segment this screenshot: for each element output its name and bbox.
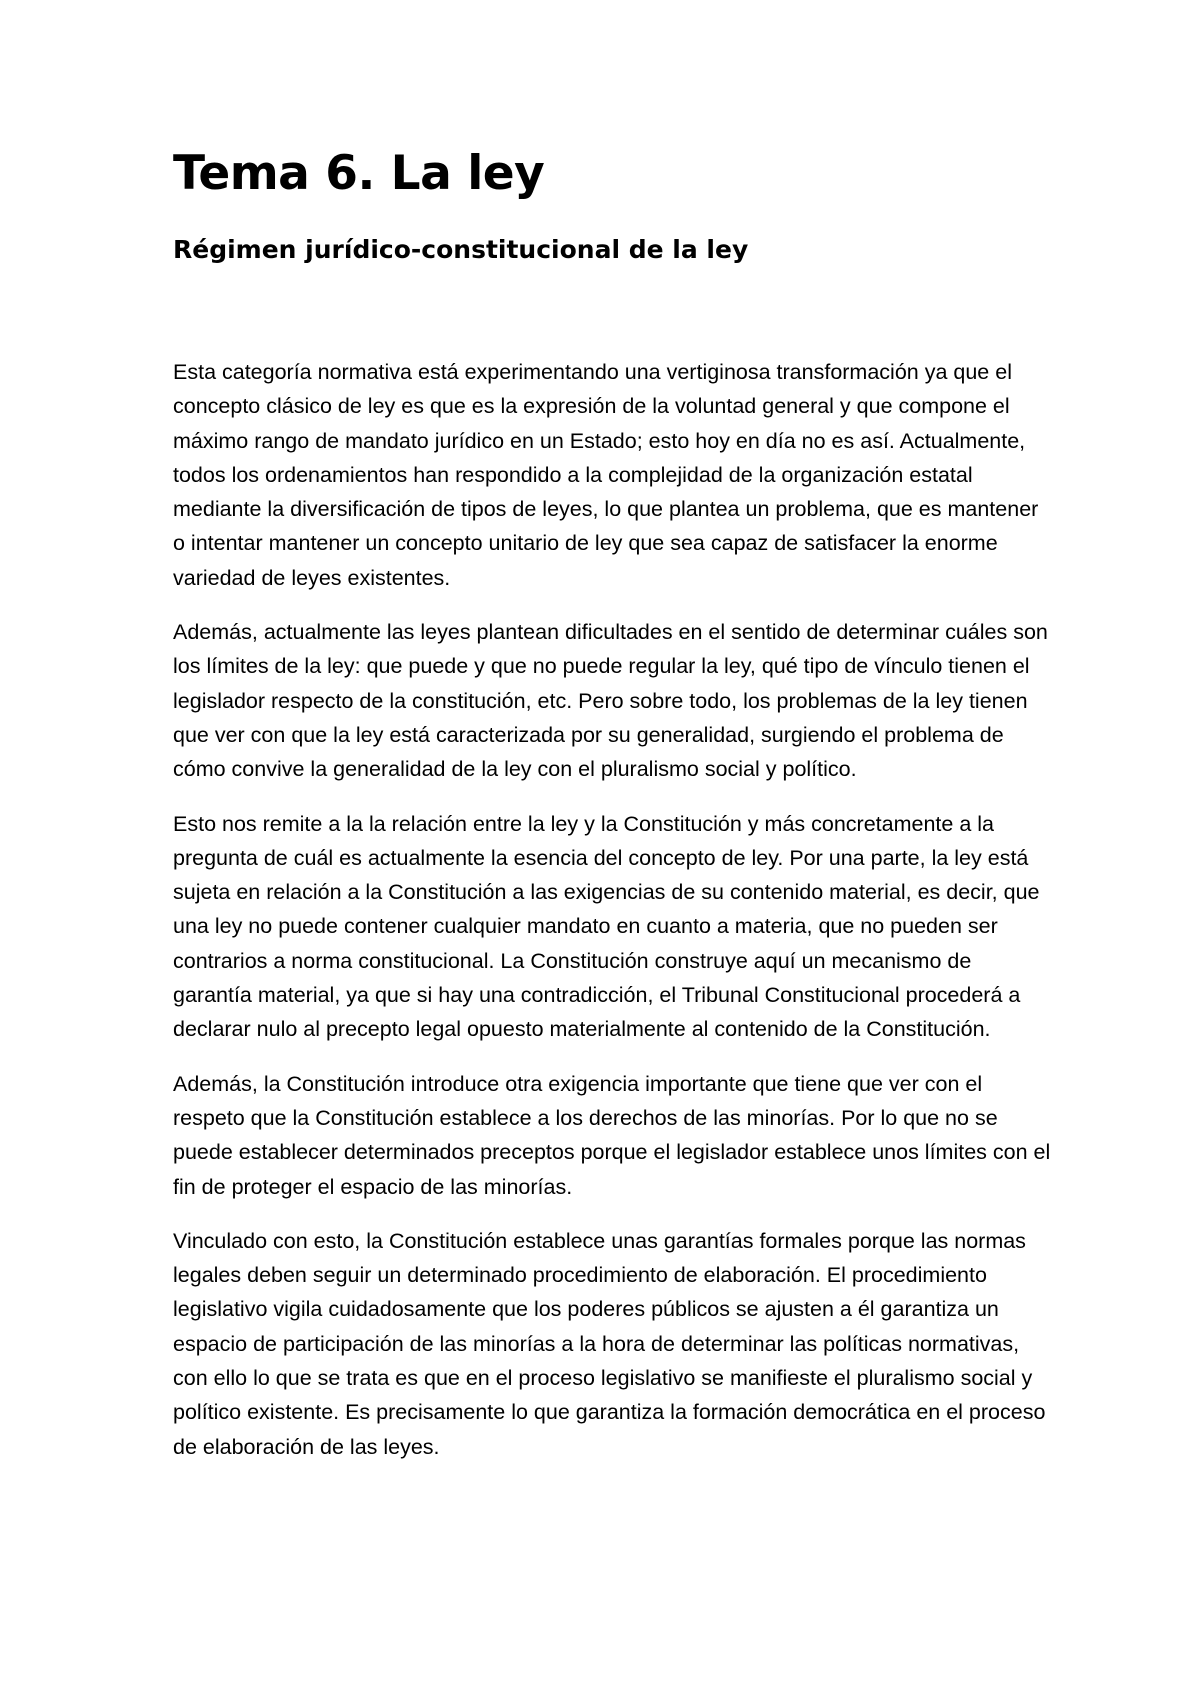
document-body xyxy=(173,355,1053,1464)
paragraph: Esto nos remite a la la relación entre la ley y la Constitución y más concretamente a la pregunta de cuál es actualmente la esencia del concepto de ley. Por una parte, la ley está sujeta en relación a la Constitución a las exigencias de su contenido material, es decir, que una ley no puede contener cualquier mandato en cuanto a materia, que no pueden ser contrarios a norma constitucional. La Constitución construye aquí un mecanismo de garantía material, ya que si hay una contradicción, el Tribunal Constitucional procederá a declarar nulo al precepto legal opuesto materialmente al contenido de la Constitución. xyxy=(173,811,1040,1042)
paragraph: Esta categoría normativa está experimentando una vertiginosa transformación ya que el concepto clásico de ley es que es la expresión de la voluntad general y que compone el máximo rango de mandato jurídico en un Estado; esto hoy en día no es así. Actualmente, todos los ordenamientos han respondido a la complejidad de la organización estatal mediante la diversificación de tipos de leyes, lo que plantea un problema, que es mantener o intentar mantener un concepto unitario de ley que sea capaz de satisfacer la enorme variedad de leyes existentes. xyxy=(173,360,1039,590)
document-content xyxy=(173,146,1053,1484)
paragraph: Además, actualmente las leyes plantean dificultades en el sentido de determinar cuáles son los límites de la ley: que puede y que no puede regular la ley, qué tipo de vínculo tienen el legislador respecto de la constitución, etc. Pero sobre todo, los problemas de la ley tienen que ver con que la ley está caracterizada por su generalidad, surgiendo el problema de cómo convive la generalidad de la ley con el pluralismo social y político. xyxy=(173,620,1048,782)
paragraph: Además, la Constitución introduce otra exigencia importante que tiene que ver con el respeto que la Constitución establece a los derechos de las minorías. Por lo que no se puede establecer determinados preceptos porque el legislador establece unos límites con el fin de proteger el espacio de las minorías. xyxy=(173,1071,1051,1199)
document-title: Tema 6. La ley xyxy=(173,146,545,201)
paragraph: Vinculado con esto, la Constitución establece unas garantías formales porque las normas legales deben seguir un determinado procedimiento de elaboración. El procedimiento legislativo vigila cuidadosamente que los poderes públicos se ajusten a él garantiza un espacio de participación de las minorías a la hora de determinar las políticas normativas, con ello lo que se trata es que en el proceso legislativo se manifieste el pluralismo social y político existente. Es precisamente lo que garantiza la formación democrática en el proceso de elaboración de las leyes. xyxy=(173,1228,1046,1459)
document-subtitle: Régimen jurídico-constitucional de la ley xyxy=(173,235,749,264)
